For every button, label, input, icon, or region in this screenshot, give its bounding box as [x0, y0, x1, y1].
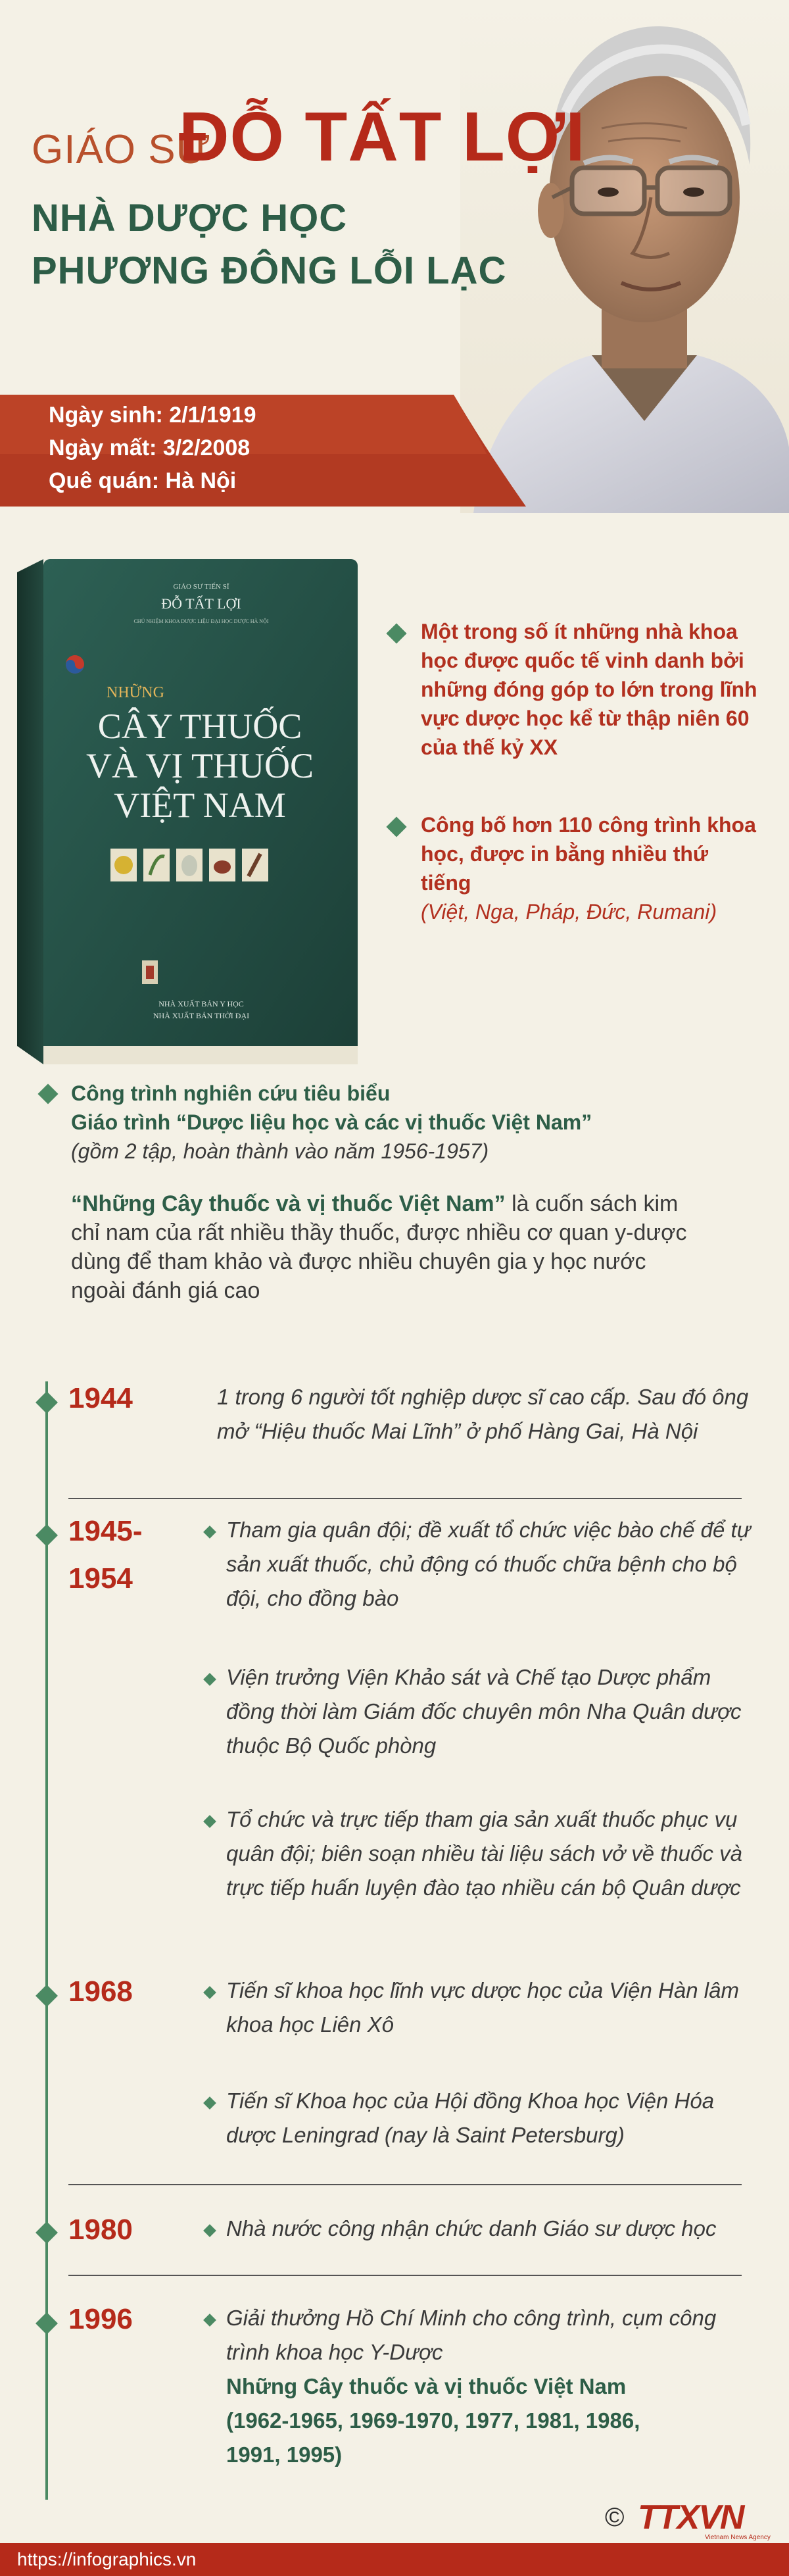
achievement-text: Một trong số ít những nhà khoa học được quốc tế vinh danh bởi những đóng góp to lớn trong lĩnh vực dược học kể từ thập niên 60 của thế kỷ XX [421, 620, 757, 759]
ttxvn-logo [600, 2496, 777, 2542]
book-publisher-1: NHÀ XUẤT BẢN Y HỌC [158, 999, 244, 1008]
footer-bar [0, 2543, 789, 2576]
timeline-1996-award: Giải thưởng Hồ Chí Minh cho công trình, cụm công trình khoa học Y-Dược [226, 2306, 717, 2364]
research-description [71, 1189, 702, 1305]
timeline-marker-icon [36, 2312, 58, 2335]
timeline-year-1996: 1996 [68, 2303, 133, 2335]
title-prefix: GIÁO SƯ [32, 127, 212, 172]
achievement-text: Công bố hơn 110 công trình khoa học, được in bằng nhiều thứ tiếng [421, 813, 756, 895]
bio-hometown: Quê quán: Hà Nội [49, 468, 237, 493]
book-title-1: CÂY THUỐC [97, 706, 302, 746]
timeline-year-1944: 1944 [68, 1382, 133, 1414]
timeline-marker-icon [36, 1524, 58, 1547]
research-desc-rest: là cuốn sách kim chỉ nam của rất nhiều thầy thuốc, được nhiều cơ quan y-dược dùng để tham khảo và được nhiều chuyên gia y học nước ngoài đánh giá cao [71, 1191, 687, 1303]
timeline-entry-1945-2: Viện trưởng Viện Khảo sát và Chế tạo Dược phẩm đồng thời làm Giám đốc chuyên môn Nha Quân dược thuộc Bộ Quốc phòng [208, 1660, 760, 1763]
timeline-entry-1996 [208, 2301, 760, 2472]
timeline-divider [68, 1498, 742, 1499]
timeline-divider [68, 2275, 742, 2276]
book-title-2: VÀ VỊ THUỐC [85, 746, 314, 785]
book-top-tiny: CHỦ NHIỆM KHOA DƯỢC LIỆU ĐẠI HỌC DƯỢC HÀ NỘI [133, 618, 269, 624]
achievement-languages: (Việt, Nga, Pháp, Đức, Rumani) [421, 900, 717, 924]
timeline-entry-1945-1: Tham gia quân đội; đề xuất tổ chức việc bào chế để tự sản xuất thuốc, chủ động có thuốc chữa bệnh cho bộ đội, cho đồng bào [208, 1513, 760, 1616]
research-desc-highlight: “Những Cây thuốc và vị thuốc Việt Nam” [71, 1191, 506, 1216]
diamond-bullet-icon [386, 623, 406, 643]
timeline-divider [68, 2184, 742, 2185]
timeline-1996-years-2: 1991, 1995) [226, 2442, 343, 2467]
diamond-bullet-icon [37, 1083, 58, 1104]
book-title-3: VIỆT NAM [114, 785, 286, 825]
timeline-1996-years-1: (1962-1965, 1969-1970, 1977, 1981, 1986, [226, 2408, 640, 2433]
logo-subtext: Vietnam News Agency [705, 2534, 771, 2541]
bio-birth: Ngày sinh: 2/1/1919 [49, 403, 256, 428]
timeline-1996-work: Những Cây thuốc và vị thuốc Việt Nam [226, 2374, 627, 2398]
achievement-international [389, 617, 757, 762]
timeline-year-1980: 1980 [68, 2214, 133, 2246]
timeline-year-1945: 1945- [68, 1515, 143, 1547]
subtitle-line-1: NHÀ DƯỢC HỌC [32, 197, 348, 239]
achievement-publications [389, 810, 757, 926]
research-note: (gồm 2 tập, hoàn thành vào năm 1956-1957) [71, 1139, 489, 1163]
subtitle-line-2: PHƯƠNG ĐÔNG LỖI LẠC [32, 249, 507, 292]
timeline-entry-1944: 1 trong 6 người tốt nghiệp dược sĩ cao cấp. Sau đó ông mở “Hiệu thuốc Mai Lĩnh” ở phố Hàng Gai, Hà Nội [217, 1385, 749, 1443]
timeline-marker-icon [36, 1985, 58, 2007]
timeline-entry-1945-3: Tổ chức và trực tiếp tham gia sản xuất thuốc phục vụ quân đội; biên soạn nhiều tài liệu sách vở về thuốc và trực tiếp huấn luyện đào tạo nhiều cán bộ Quân dược [208, 1802, 760, 1905]
book-label-nhung: NHỮNG [107, 684, 164, 701]
book-author: ĐỖ TẤT LỢI [161, 595, 241, 612]
timeline-entry-1968-2: Tiến sĩ Khoa học của Hội đồng Khoa học Viện Hóa dược Leningrad (nay là Saint Petersburg) [208, 2084, 760, 2152]
timeline-marker-icon [36, 2221, 58, 2244]
copyright-icon: © [605, 2503, 625, 2532]
timeline-year-1954: 1954 [68, 1562, 133, 1595]
timeline-marker-icon [36, 1391, 58, 1414]
research-section [71, 1079, 729, 1305]
book-publisher-2: NHÀ XUẤT BẢN THỜI ĐẠI [153, 1011, 250, 1020]
logo-text: TTXVN [638, 2498, 744, 2537]
book-cover-image [17, 559, 358, 1064]
title-name: ĐỖ TẤT LỢI [179, 98, 586, 176]
book-top-small: GIÁO SƯ TIẾN SĨ [173, 583, 229, 591]
timeline-year-1968: 1968 [68, 1975, 133, 2008]
bio-death: Ngày mất: 3/2/2008 [49, 435, 251, 460]
timeline-entry-1968-1: Tiến sĩ khoa học lĩnh vực dược học của Viện Hàn lâm khoa học Liên Xô [208, 1973, 760, 2042]
research-work: Giáo trình “Dược liệu học và các vị thuốc Việt Nam” [71, 1110, 592, 1134]
header [0, 0, 789, 513]
timeline-entry-1980: Nhà nước công nhận chức danh Giáo sư dược học [208, 2212, 760, 2246]
footer-url-link[interactable]: https://infographics.vn [17, 2549, 197, 2569]
diamond-bullet-icon [386, 816, 406, 837]
research-heading: Công trình nghiên cứu tiêu biểu [71, 1081, 391, 1105]
